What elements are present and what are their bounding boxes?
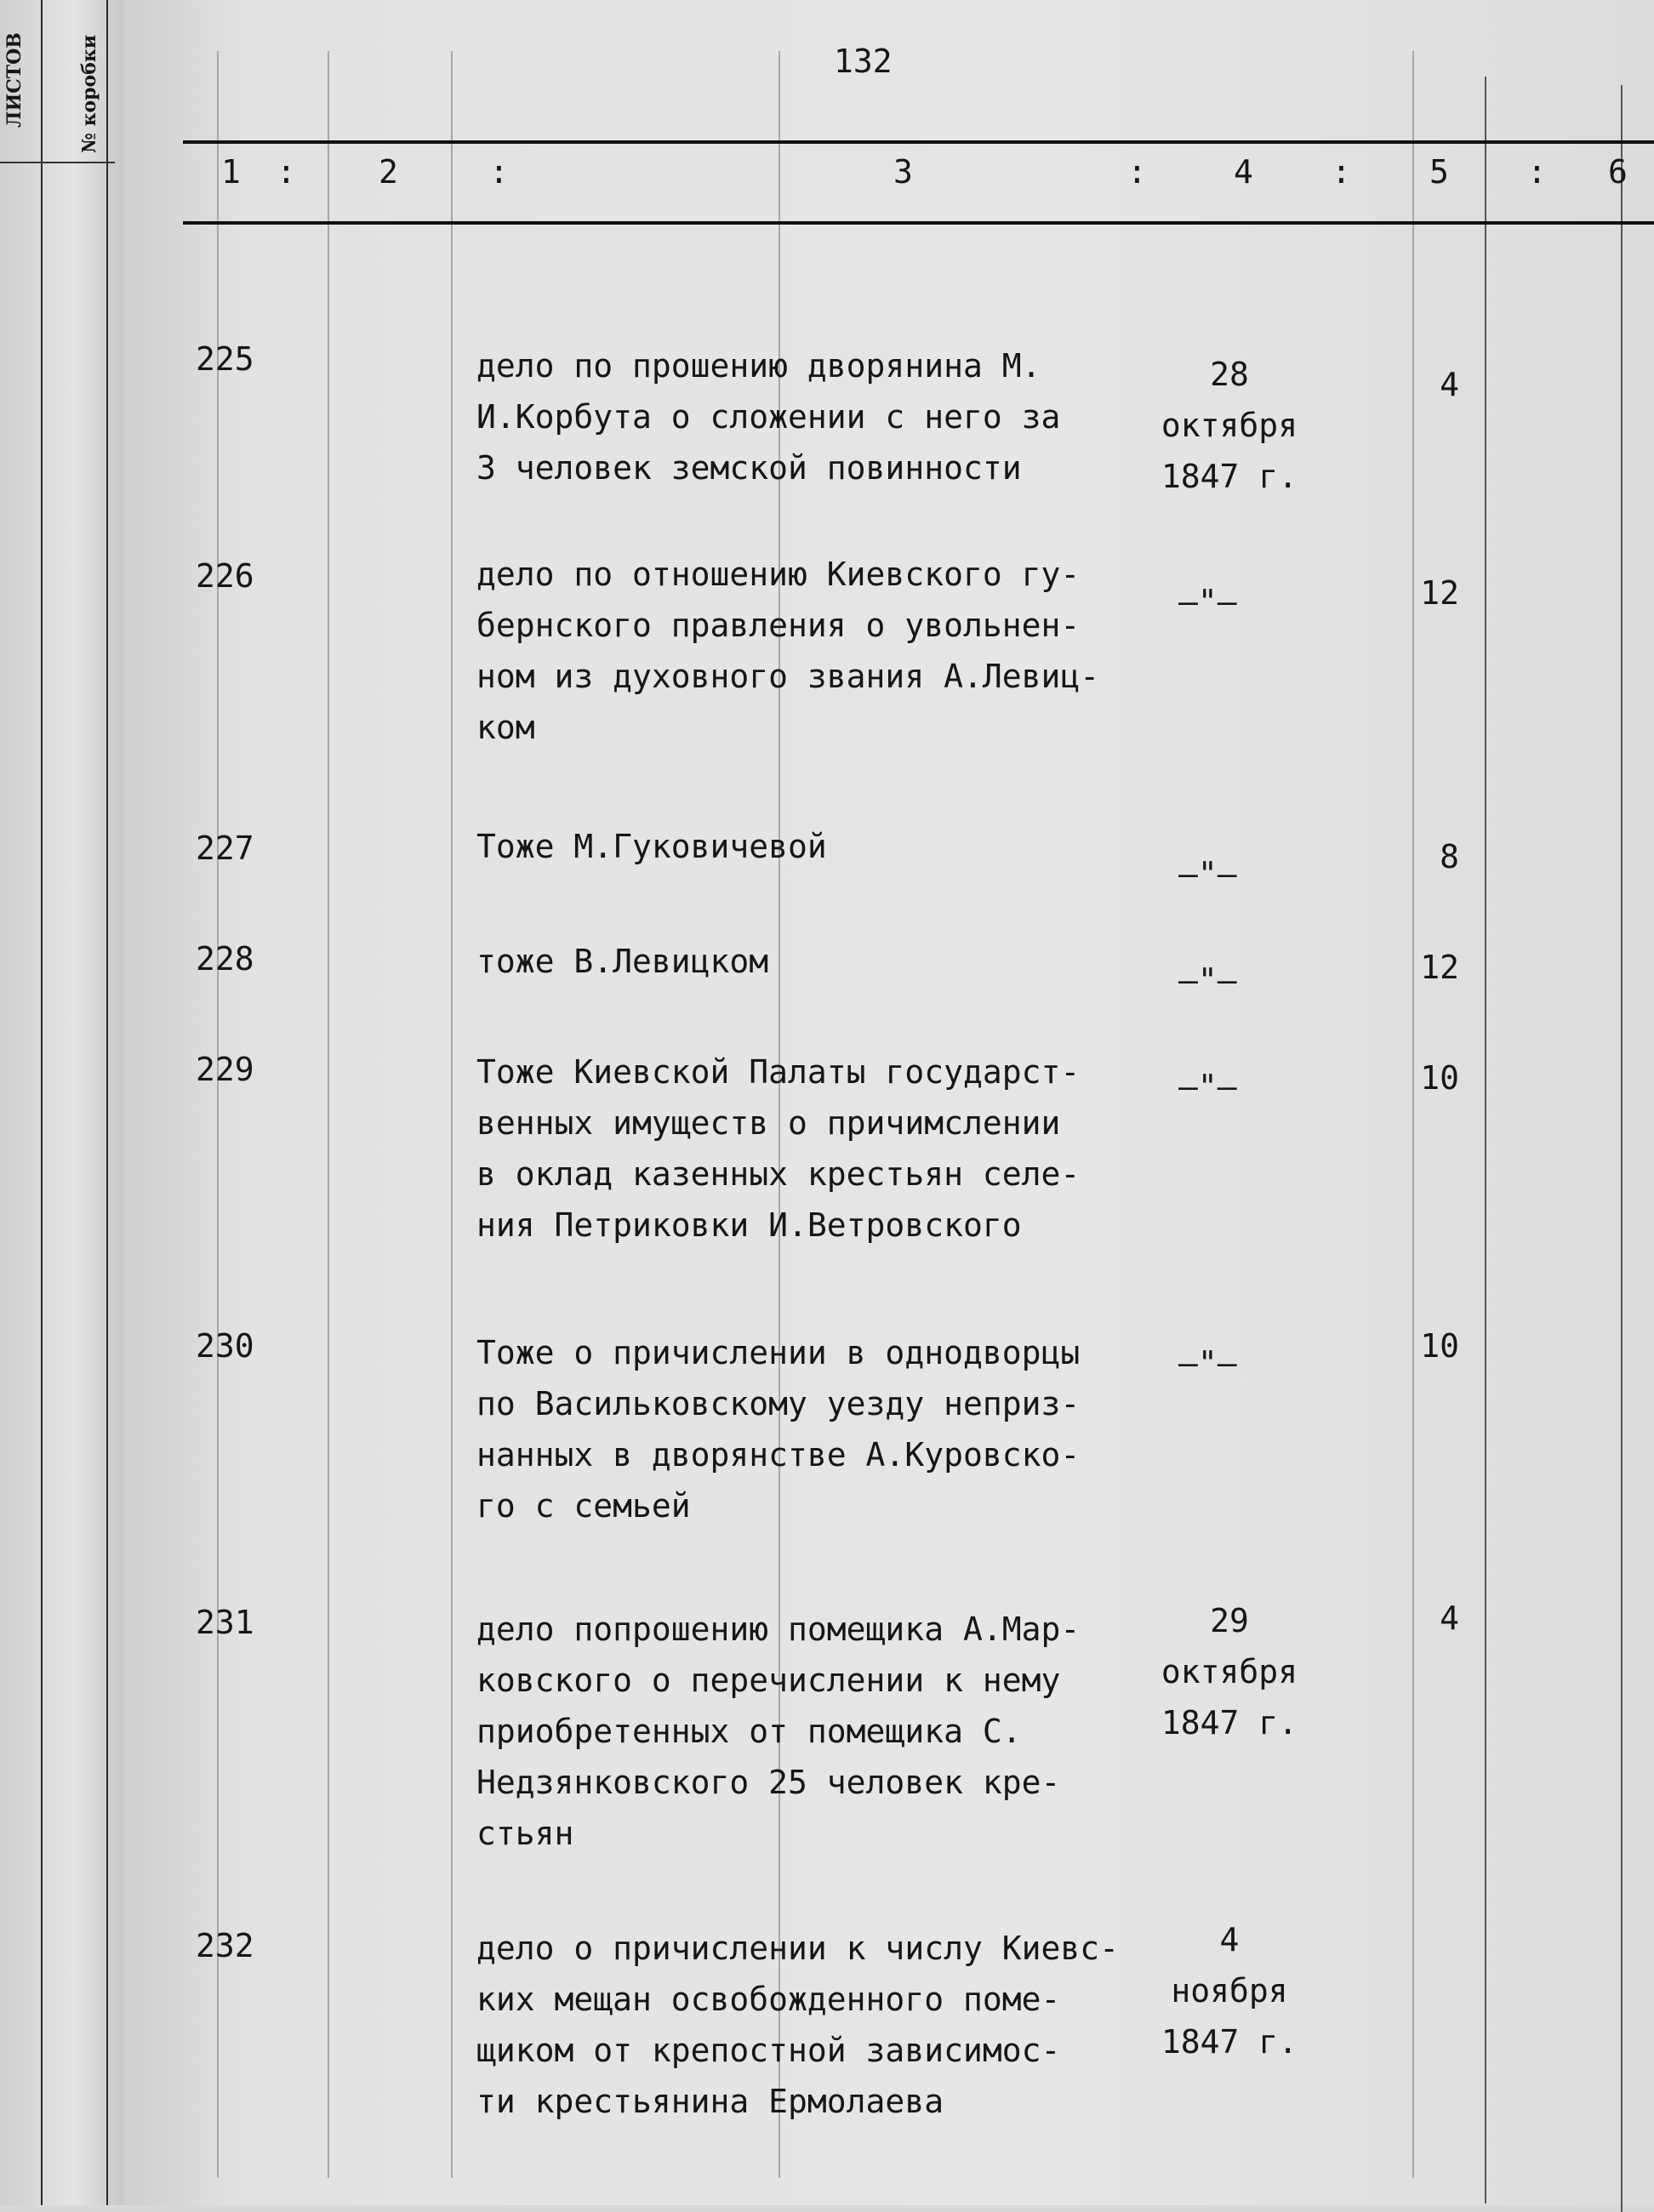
description-line: ких мещан освобожденного поме- [476,1981,1061,2018]
header-top-rule [183,140,1654,144]
description-line: И.Корбута о сложении с него за [476,398,1061,436]
description-line: 3 человек земской повинности [476,449,1022,487]
ditto-mark: —"— [1178,961,1237,999]
column-header-separator: : [489,153,509,191]
row-number: 228 [196,940,254,978]
header-bottom-rule [183,221,1654,225]
row-sheets: 10 [1420,1059,1459,1097]
row-sheets: 12 [1420,574,1459,612]
binding-divider [41,0,43,2205]
date-day: 28 [1210,356,1249,393]
description-line: в оклад казенных крестьян селе- [476,1155,1081,1193]
column-header-6: 6 [1608,153,1628,191]
row-description [476,549,1174,753]
column-header-separator: : [1332,153,1351,191]
row-date [1144,349,1315,502]
row-sheets: 4 [1440,1599,1459,1637]
description-line: тоже В.Левицком [476,943,769,980]
row-description [476,1604,1174,1859]
date-month: октября [1161,407,1298,444]
row-date [1144,1914,1315,2067]
description-line: Тоже о причислении в однодворцы [476,1334,1081,1371]
row-number: 231 [196,1604,254,1641]
description-line: го с семьей [476,1487,691,1525]
description-line: дело по отношению Киевского гу- [476,556,1081,593]
ditto-mark: —"— [1178,1344,1237,1382]
date-year: 1847 г. [1161,2023,1298,2061]
column-header-4: 4 [1234,153,1253,191]
description-line: ковского о перечислении к нему [476,1662,1061,1699]
binding-rule [0,162,115,163]
row-description [476,1327,1174,1531]
column-header-separator: : [277,153,296,191]
column-header-2: 2 [379,153,398,191]
row-number: 226 [196,557,254,595]
row-date [1144,1595,1315,1748]
column-rule [1621,85,1623,2212]
description-line: дело о причислении к числу Киевс- [476,1930,1119,1967]
page-number: 132 [834,43,893,80]
column-header-1: 1 [221,153,241,191]
binding-divider [106,0,108,2205]
description-line: по Васильковскому уезду неприз- [476,1385,1081,1422]
column-header-separator: : [1127,153,1147,191]
description-line: ком [476,709,535,746]
ditto-mark: —"— [1178,855,1237,892]
column-rule [328,51,329,2178]
description-line: бернского правления о увольнен- [476,607,1081,644]
description-line: Недзянковского 25 человек кре- [476,1764,1061,1801]
row-number: 232 [196,1927,254,1964]
row-number: 229 [196,1051,254,1088]
description-line: ти крестьянина Ермолаева [476,2083,944,2120]
row-description [476,1923,1174,2127]
register-page [123,0,1654,2205]
row-sheets: 12 [1420,949,1459,986]
ditto-mark: —"— [1178,1068,1237,1105]
description-line: Тоже М.Гуковичевой [476,828,827,865]
row-number: 227 [196,830,254,867]
date-year: 1847 г. [1161,1704,1298,1742]
column-header-5: 5 [1429,153,1449,191]
date-day: 4 [1219,1921,1240,1958]
description-line: ном из духовного звания А.Левиц- [476,658,1100,695]
row-number: 225 [196,340,254,378]
description-line: дело по прошению дворянина М. [476,347,1041,385]
description-line: щиком от крепостной зависимос- [476,2032,1061,2069]
description-line: Тоже Киевской Палаты государст- [476,1053,1081,1091]
description-line: дело попрошению помещика А.Мар- [476,1611,1081,1648]
row-description [476,340,1174,493]
description-line: нанных в дворянстве А.Куровско- [476,1436,1081,1474]
row-sheets: 8 [1440,838,1459,875]
ditto-mark: —"— [1178,583,1237,620]
column-header-3: 3 [893,153,913,191]
row-number: 230 [196,1327,254,1365]
binding-label-sheets: ЛИСТОВ [3,32,26,128]
binding-label-box: № коробки [78,34,100,153]
binding-strip [0,0,123,2205]
description-line: венных имуществ о причимслении [476,1104,1061,1142]
description-line: приобретенных от помещика С. [476,1713,1022,1750]
row-sheets: 4 [1440,366,1459,403]
date-day: 29 [1210,1602,1249,1639]
column-rule [451,51,453,2178]
row-description [476,1046,1174,1251]
date-month: октября [1161,1653,1298,1690]
column-rule [1485,77,1486,2203]
row-description [476,936,1174,987]
date-year: 1847 г. [1161,458,1298,495]
row-description [476,821,1174,872]
description-line: ния Петриковки И.Ветровского [476,1206,1022,1244]
date-month: ноября [1171,1972,1288,2010]
row-sheets: 10 [1420,1327,1459,1365]
column-header-separator: : [1527,153,1547,191]
description-line: стьян [476,1815,574,1852]
